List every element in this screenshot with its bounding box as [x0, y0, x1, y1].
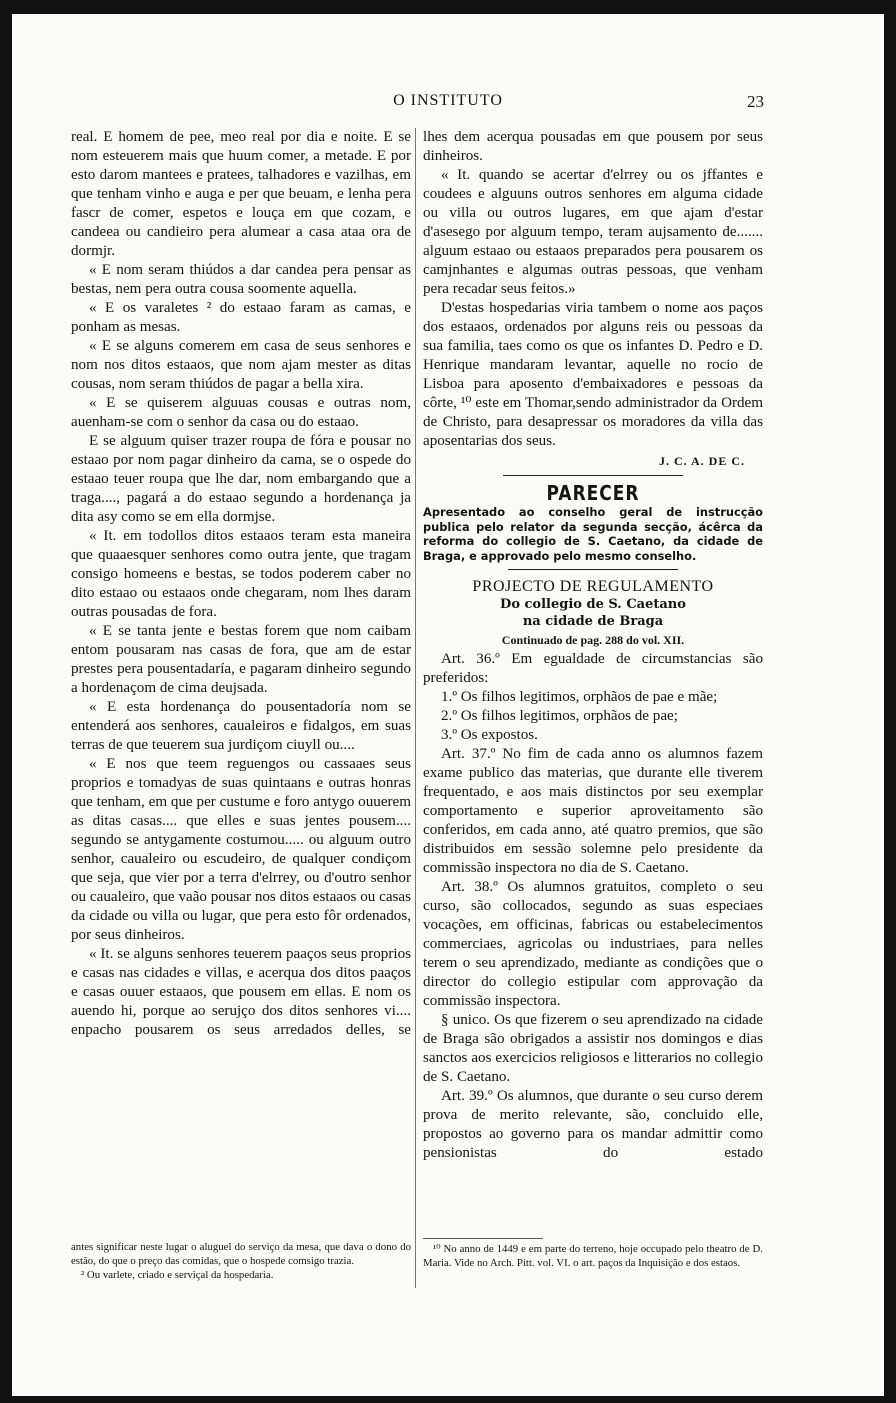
parecer-heading: PARECER: [546, 482, 640, 506]
paragraph: « It. se alguns senhores teuerem paaços seus proprios e casas nas cidades e villas, e acerqua dos ditos paaços e casas ouuer estaaos, que pousem em ellas. E nom os auendo hi, porque ao serujço dos ditos senhores vi.... enpacho pousarem os seus arredados delles, se: [71, 946, 411, 1038]
paragraph: E se alguum quiser trazer roupa de fóra e pousar no estaao por nom pagar dinheiro da cama, se o ospede do estaao teuer roupa que lhe dar, nom embargando que a traga...., pagará a do estaao segundo a hordenança ja dita asy como se em ella dormjse.: [71, 433, 411, 525]
footnote-rule: [423, 1238, 543, 1239]
left-column: [71, 128, 411, 1278]
paragraph: « E nos que teem reguengos ou cassaaes seus proprios e tomadyas de suas quintaans e outras honras que tenham, em que per custume e foro antygo ouuerem as ditas casas.... que elles e suas jentes pousem.... segundo se antygamente costumou..... ou alguum outro senhor, caualeiro ou escudeiro, de qualquer condiçom que seja, que vier por a terra d'elrrey, ou d'outro senhor ou caualeiro, que vaão pousar nos ditos estaaos ou casas da cidade ou villa ou lugar, que pera esto fôr ordenados, por seus dinheiros.: [71, 756, 411, 943]
paragraph: « E se quiserem alguuas cousas e outras nom, auenham-se com o senhor da casa ou do estaao.: [71, 395, 411, 430]
cidade-line: na cidade de Braga: [522, 614, 664, 629]
author-signature: J. C. A. DE C.: [658, 454, 745, 468]
section-divider: [508, 569, 678, 570]
left-footnotes: [71, 1240, 411, 1282]
page-number: 23: [747, 92, 764, 111]
paragraph: « It. em todollos ditos estaaos teram esta maneira que quaaesquer senhores como outra jente, que tragam consigo homeens e bestas, se todos poderem caber no dito estaao ou estaaos onde chegaram, nom lhes daram outras pousadas de fora.: [71, 528, 411, 620]
article: Art. 38.º Os alumnos gratuitos, completo o seu curso, são collocados, segundo as suas especiaes vocações, em officinas, fabricas ou estabelecimentos commerciaes, agricolas ou industriaes, para nelles terem o seu aprendizado, mediante as condições que o director do collegio estipular com approvação da commissão inspectora.: [423, 879, 763, 1009]
footnote: ² Ou varlete, criado e serviçal da hospedaria.: [81, 1269, 274, 1281]
page-header: [12, 90, 884, 114]
list-item: 3.º Os expostos.: [441, 727, 538, 743]
list-item: 1.º Os filhos legitimos, orphãos de pae e mãe;: [441, 689, 718, 705]
journal-title: O INSTITUTO: [393, 92, 503, 109]
right-column: [423, 128, 763, 1278]
right-footnote: [423, 1242, 763, 1270]
article: Art. 37.º No fim de cada anno os alumnos fazem exame publico das materias, que durante elle tiverem frequentado, e aos mais distinctos por seu exemplar comportamento e superior aproveitamento são conferidos, em cada anno, até quatro premios, que são distribuidos em sessão solemne pelo presidente da commissão inspectora no dia de S. Caetano.: [423, 746, 763, 876]
article: Art. 39.º Os alumnos, que durante o seu curso derem prova de merito relevante, são, concluido elle, propostos ao governo para os mandar admittir como pensionistas do estado: [423, 1088, 763, 1161]
paragraph: real. E homem de pee, meo real por dia e noite. E se nom esteuerem mais que huum comer, a metade. E por esto darom mantees e pratees, talhadores e vazilhas, em que tenham vinho e auga e per que beuam, e lenha pera fascr de comer, espetos e louça em que cozam, e candeea ou candieiro pera alumear a casa ataa ora de dormjr.: [71, 129, 411, 259]
article: § unico. Os que fizerem o seu aprendizado na cidade de Braga são obrigados a assistir nos domingos e dias sanctos aos exercicios religiosos e litterarios no collegio de S. Caetano.: [423, 1012, 763, 1085]
parecer-subtitle: Apresentado ao conselho geral de instrucção publica pelo relator da segunda secção, ácêrca da reforma do collegio de S. Caetano, da cidade de Braga, e approvado pelo mesmo conselho.: [423, 505, 763, 563]
paragraph: « E esta hordenança do pousentadoría nom se entenderá aos senhores, caualeiros e fidalgos, em suas terras de que teuerem sua jurdiçom ciuyll ou....: [71, 699, 411, 753]
page: [12, 14, 884, 1396]
paragraph: lhes dem acerqua pousadas em que pousem por seus dinheiros.: [423, 129, 763, 164]
paragraph: « E os varaletes ² do estaao faram as camas, e ponham as mesas.: [71, 300, 411, 335]
paragraph: « It. quando se acertar d'elrrey ou os jffantes e coudees e alguuns outros senhores em alguma cidade ou villa ou outros lugares, em que ajam d'estar d'asesego por alguum tempo, teram aujsamento de....... alguum estaao ou estaaos preparados pera pousarem os camjnhantes e algumas outras pessoas, que venham pera recadar seus feitos.»: [423, 167, 763, 297]
column-divider: [415, 128, 416, 1288]
list-item: 2.º Os filhos legitimos, orphãos de pae;: [441, 708, 678, 724]
collegio-line: Do collegio de S. Caetano: [500, 597, 686, 612]
continued-note: Continuado de pag. 288 do vol. XII.: [501, 633, 685, 647]
footnote: ¹⁰ No anno de 1449 e em parte do terreno, hoje occupado pelo theatro de D. Maria. Vide no Arch. Pitt. vol. VI. o art. paços da Inquisição e dos estaos.: [423, 1243, 763, 1269]
paragraph: D'estas hospedarias viria tambem o nome aos paços dos estaaos, ordenados por alguns reis ou pessoas da sua familia, taes como os que os infantes D. Pedro e D. Henrique mandaram levantar, aquelle no rocio de Lisboa para aposento d'embaixadores e pessoas da côrte, ¹⁰ este em Thomar,sendo administrador da Ordem de Christo, para desapressar os moradores da villa das aposentarias dos seus.: [423, 300, 763, 449]
section-divider: [503, 475, 683, 476]
paragraph: « E se alguns comerem em casa de seus senhores e nom nos ditos estaaos, que nom ajam mester as ditas cousas, nom seram thiúdos de pagar a bella xira.: [71, 338, 411, 392]
paragraph: « E se tanta jente e bestas forem que nom caibam entom pousaram nas casas de fora, que am de estar prestes pera pousentadaría, e pagaram dinheiro segundo a hordenaçom de cima deujsada.: [71, 623, 411, 696]
paragraph: « E nom seram thiúdos a dar candea pera pensar as bestas, nem pera outra cousa soomente aquella.: [71, 262, 411, 297]
projecto-heading: PROJECTO DE REGULAMENTO: [472, 578, 714, 595]
footnote: antes significar neste lugar o aluguel do serviço da mesa, que dava o dono do estão, do que o preço das comidas, que o hospede comsigo trazia.: [71, 1241, 411, 1267]
article: Art. 36.º Em egualdade de circumstancias são preferidos:: [423, 651, 763, 686]
